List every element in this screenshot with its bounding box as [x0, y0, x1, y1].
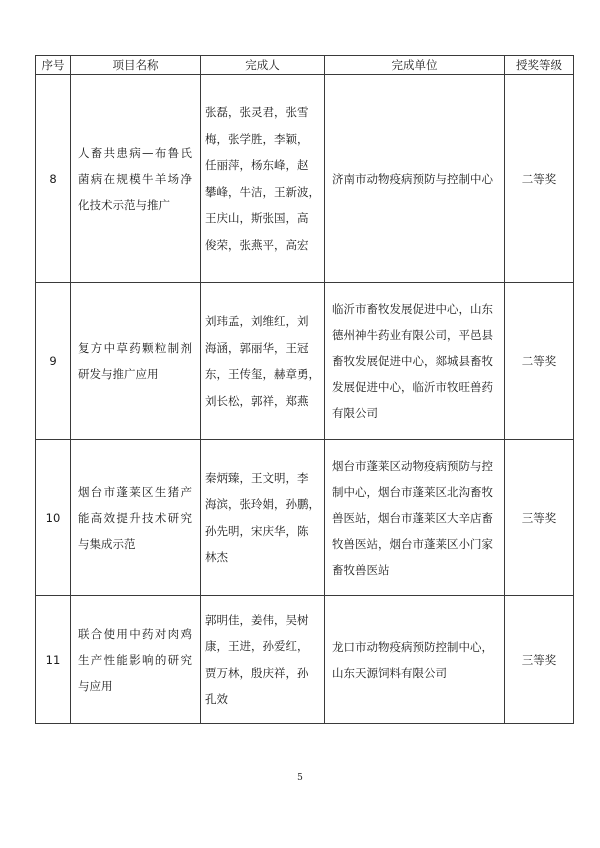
- contributors-line: 海滨，张玲娟，孙鹏，: [205, 497, 320, 511]
- contributors-line: 东，王传玺，赫章勇，: [205, 367, 320, 381]
- header-award-grade: 授奖等级: [505, 56, 574, 75]
- table-header: [36, 56, 574, 75]
- units-cell: [325, 440, 505, 596]
- award-grade-cell: 三等奖: [505, 440, 574, 596]
- header-units: 完成单位: [325, 56, 505, 75]
- contributors-line: 攀峰，牛洁，王新波，: [205, 184, 320, 199]
- contributors-line: 郭明佳，姜伟，吴树: [205, 612, 309, 627]
- award-grade-cell: 二等奖: [505, 283, 574, 440]
- header-seq: 序号: [36, 56, 71, 75]
- units-line: 德州神牛药业有限公司，平邑县: [332, 328, 493, 342]
- project-name-line: 化技术示范与推广: [78, 197, 170, 212]
- project-name-cell: [71, 596, 201, 724]
- page-number: 5: [297, 773, 303, 783]
- units-line: 临沂市畜牧发展促进中心，山东: [332, 302, 493, 316]
- units-line: 山东天源饲料有限公司: [332, 665, 447, 680]
- contributors-line: 林杰: [205, 550, 228, 564]
- seq-cell: 11: [36, 596, 71, 724]
- units-line: 烟台市蓬莱区动物疫病预防与控: [332, 458, 493, 473]
- table-body: [36, 75, 574, 724]
- contributors-line: 俊荣，张燕平，高宏: [205, 237, 309, 252]
- seq-cell: 10: [36, 440, 71, 596]
- contributors-line: 贾万林，殷庆祥，孙: [205, 665, 309, 680]
- contributors-line: 刘长松，郭祥，郑燕: [205, 393, 309, 408]
- units-line: 龙口市动物疫病预防控制中心，: [332, 639, 493, 654]
- project-name-line: 能高效提升技术研究: [78, 510, 192, 525]
- units-line: 有限公司: [332, 406, 378, 420]
- project-name-line: 复方中草药颗粒制剂: [78, 341, 192, 355]
- contributors-line: 张磊，张灵君，张雪: [205, 105, 309, 119]
- awards-table: [35, 55, 574, 724]
- units-cell: [325, 596, 505, 724]
- table-row: [36, 283, 574, 440]
- units-line: 牧兽医站，烟台市蓬莱区小门家: [332, 536, 493, 551]
- project-name-cell: [71, 440, 201, 596]
- table-row: [36, 596, 574, 724]
- contributors-line: 孙先明，宋庆华，陈: [205, 523, 309, 538]
- contributors-line: 王庆山，斯张国，高: [205, 211, 309, 225]
- header-row: [36, 56, 574, 75]
- project-name-line: 与应用: [78, 678, 113, 693]
- award-grade-cell: 二等奖: [505, 75, 574, 283]
- contributors-cell: [201, 440, 325, 596]
- header-project-name: 项目名称: [71, 56, 201, 75]
- project-name-cell: [71, 283, 201, 440]
- table-row: [36, 75, 574, 283]
- project-name-line: 联合使用中药对肉鸡: [78, 626, 192, 641]
- units-line: 制中心，烟台市蓬莱区北沟畜牧: [332, 484, 493, 499]
- project-name-line: 人畜共患病—布鲁氏: [78, 145, 192, 160]
- units-cell: [325, 75, 505, 283]
- contributors-line: 海涵，郭丽华，王冠: [205, 340, 309, 355]
- contributors-line: 梅，张学胜，李颖，: [205, 131, 309, 146]
- contributors-cell: [201, 283, 325, 440]
- table-row: [36, 440, 574, 596]
- units-line: 畜牧兽医站: [332, 562, 390, 577]
- project-name-line: 与集成示范: [78, 536, 136, 551]
- units-line: 兽医站，烟台市蓬莱区大辛店畜: [332, 510, 493, 525]
- project-name-line: 研发与推广应用: [78, 367, 159, 381]
- award-grade-cell: 三等奖: [505, 596, 574, 724]
- project-name-line: 菌病在规模牛羊场净: [78, 171, 192, 186]
- units-cell: [325, 283, 505, 440]
- project-name-cell: [71, 75, 201, 283]
- contributors-cell: [201, 596, 325, 724]
- units-line: 济南市动物疫病预防与控制中心: [332, 171, 493, 186]
- contributors-line: 秦炳臻，王文明，李: [205, 470, 309, 485]
- seq-cell: 8: [36, 75, 71, 283]
- contributors-line: 康，王进，孙爱红，: [205, 639, 309, 653]
- seq-cell: 9: [36, 283, 71, 440]
- units-line: 畜牧发展促进中心，郯城县畜牧: [332, 354, 493, 368]
- contributors-line: 任丽萍，杨东峰，赵: [205, 158, 309, 172]
- project-name-line: 生产性能影响的研究: [78, 652, 192, 667]
- contributors-line: 刘玮孟，刘维红，刘: [205, 314, 309, 328]
- project-name-line: 烟台市蓬莱区生猪产: [78, 484, 192, 499]
- contributors-cell: [201, 75, 325, 283]
- contributors-line: 孔效: [205, 692, 228, 706]
- units-line: 发展促进中心，临沂市牧旺兽药: [332, 380, 493, 394]
- header-contributors: 完成人: [201, 56, 325, 75]
